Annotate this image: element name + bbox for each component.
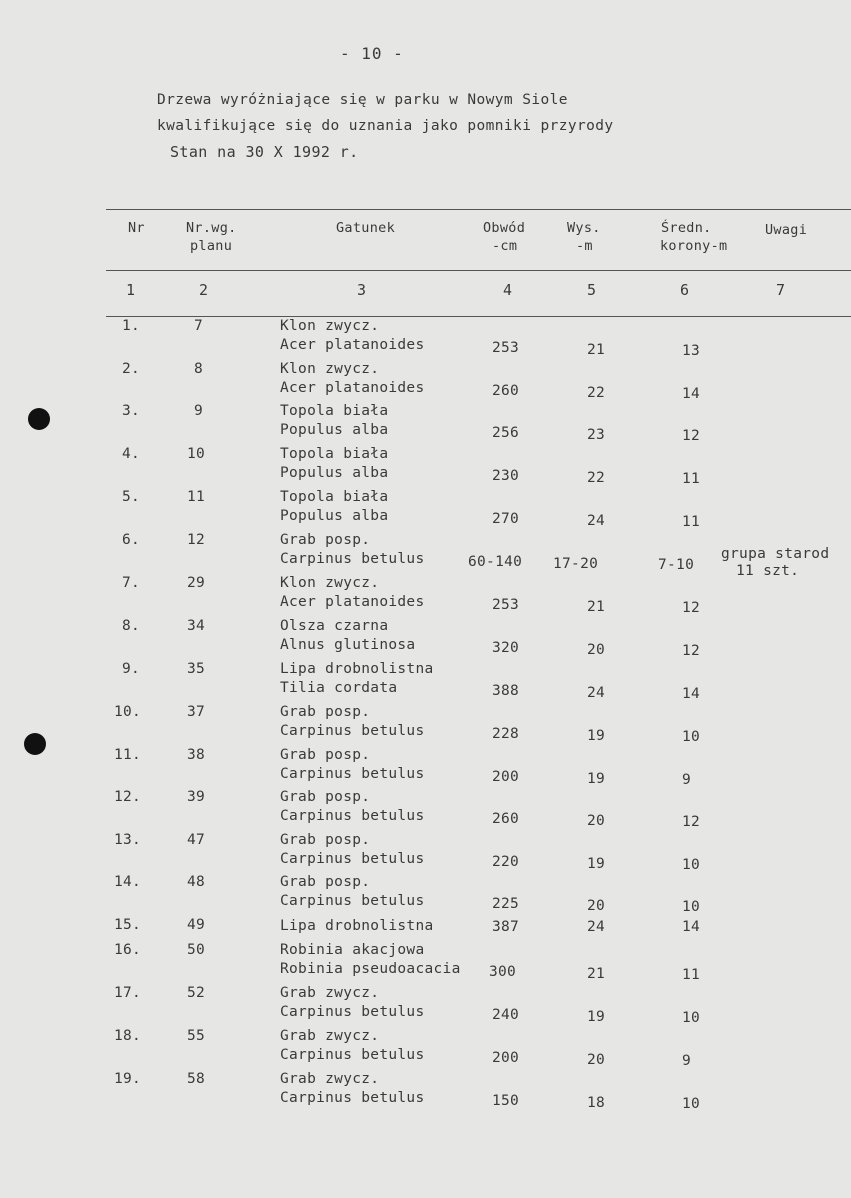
cell-crown-diameter: 10 bbox=[682, 899, 701, 915]
cell-crown-diameter: 12 bbox=[682, 814, 701, 830]
cell-species-polish: Klon zwycz. bbox=[280, 575, 380, 591]
cell-crown-diameter: 11 bbox=[682, 514, 701, 530]
cell-crown-diameter: 12 bbox=[682, 643, 701, 659]
cell-nr: 8. bbox=[122, 618, 141, 634]
header-rule bbox=[106, 270, 851, 271]
title-line-2: kwalifikujące się do uznania jako pomniki przyrody bbox=[157, 118, 614, 134]
cell-circumference: 270 bbox=[492, 511, 520, 527]
cell-nr: 4. bbox=[122, 446, 141, 462]
cell-crown-diameter: 12 bbox=[682, 600, 701, 616]
cell-species-latin: Robinia pseudoacacia bbox=[280, 961, 461, 977]
title-line-1: Drzewa wyróżniające się w parku w Nowym Siole bbox=[157, 92, 568, 108]
cell-species-polish: Klon zwycz. bbox=[280, 318, 380, 334]
cell-circumference: 60-140 bbox=[468, 554, 523, 570]
cell-species-polish: Grab posp. bbox=[280, 747, 371, 763]
column-number: 4 bbox=[503, 281, 513, 299]
cell-height: 19 bbox=[587, 728, 606, 744]
cell-species-latin: Carpinus betulus bbox=[280, 723, 425, 739]
cell-height: 20 bbox=[587, 898, 606, 914]
punch-hole bbox=[24, 733, 46, 755]
cell-height: 20 bbox=[587, 1052, 606, 1068]
cell-crown-diameter: 11 bbox=[682, 967, 701, 983]
cell-circumference: 200 bbox=[492, 769, 520, 785]
cell-nr: 5. bbox=[122, 489, 141, 505]
cell-species-polish: Grab zwycz. bbox=[280, 1028, 380, 1044]
cell-height: 17-20 bbox=[553, 556, 599, 572]
cell-plan-number: 58 bbox=[187, 1071, 206, 1087]
cell-plan-number: 8 bbox=[194, 361, 204, 377]
cell-species-polish: Grab zwycz. bbox=[280, 985, 380, 1001]
column-number: 6 bbox=[680, 281, 690, 299]
cell-plan-number: 7 bbox=[194, 318, 204, 334]
cell-circumference: 320 bbox=[492, 640, 520, 656]
cell-height: 24 bbox=[587, 919, 606, 935]
cell-height: 19 bbox=[587, 856, 606, 872]
cell-height: 19 bbox=[587, 1009, 606, 1025]
header-uwagi: Uwagi bbox=[765, 222, 808, 238]
cell-crown-diameter: 11 bbox=[682, 471, 701, 487]
cell-species-polish: Grab zwycz. bbox=[280, 1071, 380, 1087]
cell-plan-number: 10 bbox=[187, 446, 206, 462]
cell-height: 20 bbox=[587, 642, 606, 658]
cell-species-latin: Carpinus betulus bbox=[280, 551, 425, 567]
cell-plan-number: 35 bbox=[187, 661, 206, 677]
cell-species-polish: Grab posp. bbox=[280, 704, 371, 720]
punch-hole bbox=[28, 408, 50, 430]
cell-height: 23 bbox=[587, 427, 606, 443]
cell-species-latin: Carpinus betulus bbox=[280, 893, 425, 909]
cell-species-polish: Grab posp. bbox=[280, 832, 371, 848]
cell-circumference: 388 bbox=[492, 683, 520, 699]
cell-species-latin: Acer platanoides bbox=[280, 594, 425, 610]
cell-nr: 13. bbox=[114, 832, 142, 848]
cell-species-polish: Robinia akacjowa bbox=[280, 942, 425, 958]
cell-circumference: 387 bbox=[492, 919, 520, 935]
cell-height: 21 bbox=[587, 342, 606, 358]
cell-nr: 7. bbox=[122, 575, 141, 591]
cell-circumference: 230 bbox=[492, 468, 520, 484]
cell-crown-diameter: 13 bbox=[682, 343, 701, 359]
cell-species-latin: Acer platanoides bbox=[280, 380, 425, 396]
cell-species-polish: Lipa drobnolistna bbox=[280, 661, 434, 677]
cell-circumference: 200 bbox=[492, 1050, 520, 1066]
cell-plan-number: 52 bbox=[187, 985, 206, 1001]
cell-height: 24 bbox=[587, 513, 606, 529]
cell-nr: 1. bbox=[122, 318, 141, 334]
cell-species-polish: Olsza czarna bbox=[280, 618, 389, 634]
header-gatunek: Gatunek bbox=[336, 220, 395, 236]
cell-nr: 3. bbox=[122, 403, 141, 419]
cell-circumference: 228 bbox=[492, 726, 520, 742]
cell-crown-diameter: 14 bbox=[682, 386, 701, 402]
cell-crown-diameter: 7-10 bbox=[658, 557, 695, 573]
cell-nr: 10. bbox=[114, 704, 142, 720]
header-sredn-line-2: korony-m bbox=[660, 238, 728, 254]
cell-nr: 2. bbox=[122, 361, 141, 377]
cell-crown-diameter: 10 bbox=[682, 729, 701, 745]
cell-circumference: 150 bbox=[492, 1093, 520, 1109]
cell-crown-diameter: 9 bbox=[682, 1053, 692, 1069]
page-number: - 10 - bbox=[340, 44, 404, 63]
header-wys-line-1: Wys. bbox=[567, 220, 601, 236]
header-sredn-line-1: Średn. bbox=[661, 220, 712, 236]
cell-plan-number: 11 bbox=[187, 489, 206, 505]
cell-height: 22 bbox=[587, 470, 606, 486]
cell-species-latin: Carpinus betulus bbox=[280, 766, 425, 782]
cell-species-latin: Carpinus betulus bbox=[280, 1047, 425, 1063]
cell-nr: 9. bbox=[122, 661, 141, 677]
cell-species-latin: Alnus glutinosa bbox=[280, 637, 416, 653]
cell-circumference: 253 bbox=[492, 597, 520, 613]
column-number: 7 bbox=[776, 281, 786, 299]
cell-species-polish: Klon zwycz. bbox=[280, 361, 380, 377]
cell-nr: 11. bbox=[114, 747, 142, 763]
header-plan-line-2: planu bbox=[190, 238, 233, 254]
cell-nr: 16. bbox=[114, 942, 142, 958]
cell-plan-number: 9 bbox=[194, 403, 204, 419]
cell-species-polish: Topola biała bbox=[280, 446, 389, 462]
header-obwod-line-2: -cm bbox=[492, 238, 518, 254]
cell-circumference: 225 bbox=[492, 896, 520, 912]
cell-species-latin: Carpinus betulus bbox=[280, 808, 425, 824]
cell-nr: 15. bbox=[114, 917, 142, 933]
title-line-3: Stan na 30 X 1992 r. bbox=[170, 143, 359, 161]
cell-remarks: grupa starod bbox=[721, 546, 830, 562]
cell-species-polish: Topola biała bbox=[280, 403, 389, 419]
cell-height: 21 bbox=[587, 599, 606, 615]
cell-species-latin: Carpinus betulus bbox=[280, 851, 425, 867]
column-number: 3 bbox=[357, 281, 367, 299]
cell-species-polish: Grab posp. bbox=[280, 532, 371, 548]
cell-height: 19 bbox=[587, 771, 606, 787]
cell-species-latin: Populus alba bbox=[280, 422, 389, 438]
cell-species-latin: Populus alba bbox=[280, 508, 389, 524]
cell-height: 20 bbox=[587, 813, 606, 829]
cell-nr: 6. bbox=[122, 532, 141, 548]
column-number: 5 bbox=[587, 281, 597, 299]
cell-circumference: 260 bbox=[492, 383, 520, 399]
cell-circumference: 220 bbox=[492, 854, 520, 870]
cell-plan-number: 12 bbox=[187, 532, 206, 548]
cell-nr: 12. bbox=[114, 789, 142, 805]
cell-species-polish: Grab posp. bbox=[280, 789, 371, 805]
cell-circumference: 300 bbox=[489, 964, 517, 980]
cell-plan-number: 34 bbox=[187, 618, 206, 634]
header-nr: Nr bbox=[128, 220, 145, 236]
cell-crown-diameter: 14 bbox=[682, 919, 701, 935]
cell-species-latin: Carpinus betulus bbox=[280, 1090, 425, 1106]
cell-species-polish: Topola biała bbox=[280, 489, 389, 505]
cell-species-latin: Acer platanoides bbox=[280, 337, 425, 353]
cell-plan-number: 37 bbox=[187, 704, 206, 720]
cell-species-latin: Lipa drobnolistna bbox=[280, 918, 434, 934]
cell-nr: 19. bbox=[114, 1071, 142, 1087]
cell-plan-number: 55 bbox=[187, 1028, 206, 1044]
cell-plan-number: 48 bbox=[187, 874, 206, 890]
cell-crown-diameter: 10 bbox=[682, 1010, 701, 1026]
cell-plan-number: 49 bbox=[187, 917, 206, 933]
cell-plan-number: 29 bbox=[187, 575, 206, 591]
cell-height: 21 bbox=[587, 966, 606, 982]
column-number: 2 bbox=[199, 281, 209, 299]
cell-species-latin: Populus alba bbox=[280, 465, 389, 481]
cell-circumference: 256 bbox=[492, 425, 520, 441]
header-obwod-line-1: Obwód bbox=[483, 220, 526, 236]
cell-crown-diameter: 10 bbox=[682, 857, 701, 873]
cell-nr: 14. bbox=[114, 874, 142, 890]
cell-species-polish: Grab posp. bbox=[280, 874, 371, 890]
cell-circumference: 260 bbox=[492, 811, 520, 827]
cell-crown-diameter: 9 bbox=[682, 772, 692, 788]
cell-height: 18 bbox=[587, 1095, 606, 1111]
cell-nr: 18. bbox=[114, 1028, 142, 1044]
table-top-rule bbox=[106, 209, 851, 210]
header-plan-line-1: Nr.wg. bbox=[186, 220, 237, 236]
cell-circumference: 240 bbox=[492, 1007, 520, 1023]
cell-height: 22 bbox=[587, 385, 606, 401]
cell-height: 24 bbox=[587, 685, 606, 701]
cell-crown-diameter: 14 bbox=[682, 686, 701, 702]
cell-crown-diameter: 10 bbox=[682, 1096, 701, 1112]
cell-plan-number: 38 bbox=[187, 747, 206, 763]
cell-species-latin: Tilia cordata bbox=[280, 680, 398, 696]
header-wys-line-2: -m bbox=[576, 238, 593, 254]
cell-nr: 17. bbox=[114, 985, 142, 1001]
cell-plan-number: 47 bbox=[187, 832, 206, 848]
cell-plan-number: 39 bbox=[187, 789, 206, 805]
column-number: 1 bbox=[126, 281, 136, 299]
cell-plan-number: 50 bbox=[187, 942, 206, 958]
column-number-rule bbox=[106, 316, 851, 317]
cell-species-latin: Carpinus betulus bbox=[280, 1004, 425, 1020]
cell-crown-diameter: 12 bbox=[682, 428, 701, 444]
cell-remarks-line-2: 11 szt. bbox=[736, 563, 800, 579]
cell-circumference: 253 bbox=[492, 340, 520, 356]
